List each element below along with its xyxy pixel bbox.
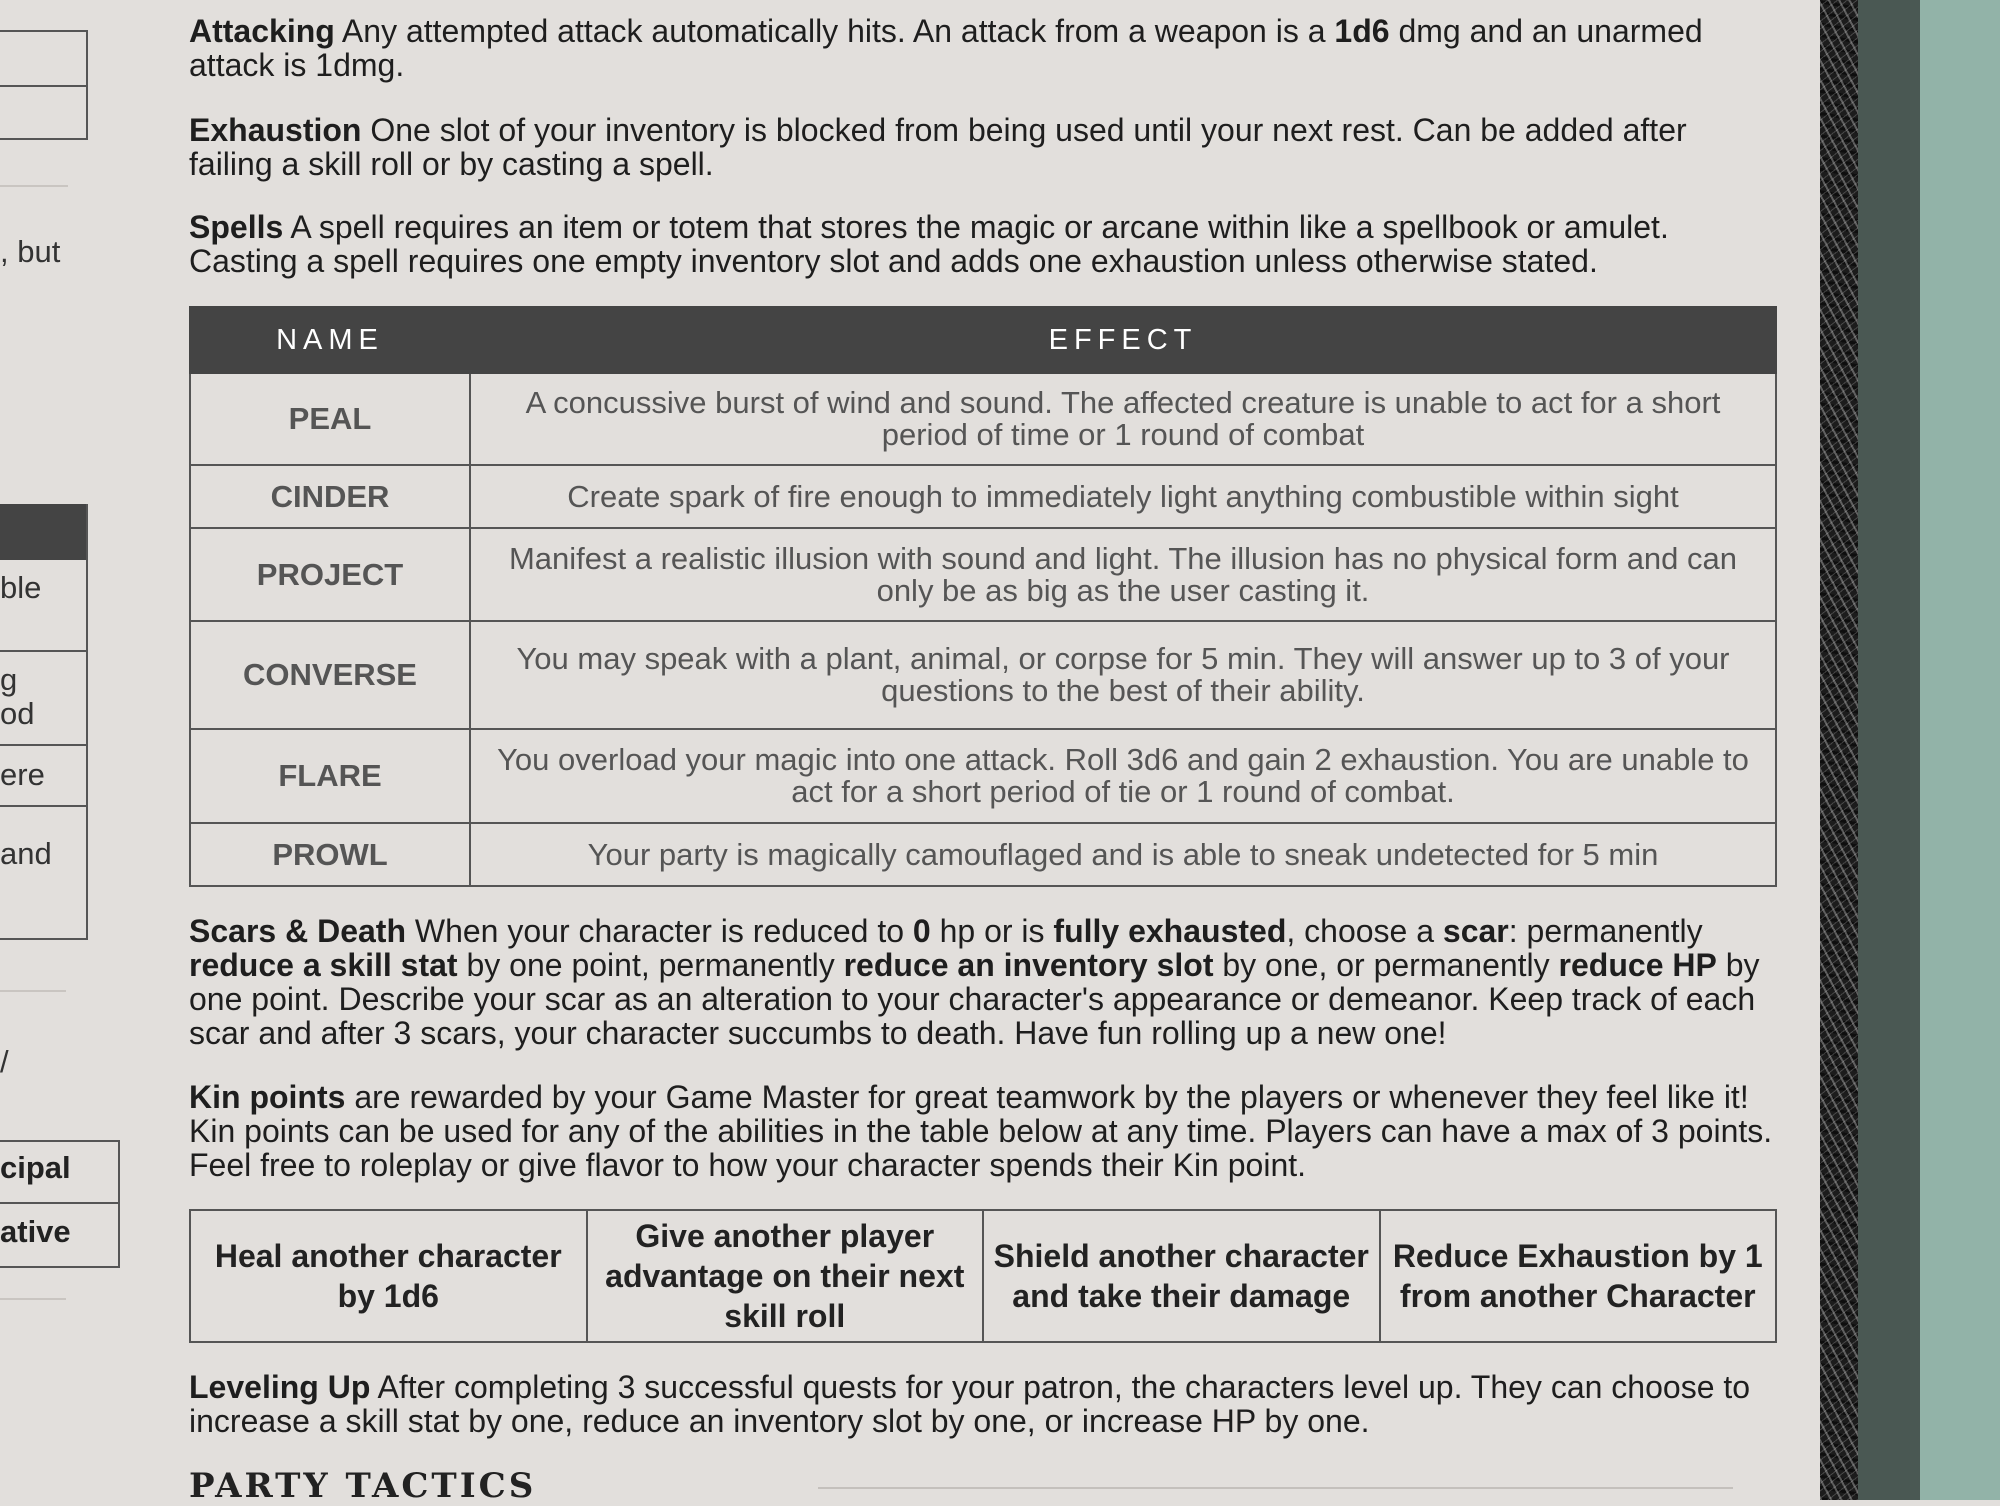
scars-text: by one, or permanently	[1213, 947, 1559, 983]
spells-text: A spell requires an item or totem that stores the magic or arcane within like a spellbook or amulet. Casting a spell requires one empty inventory slot and adds one exhaustion unless otherwise stated.	[189, 209, 1669, 279]
attacking-text: dmg and an unarmed attack is 1dmg.	[189, 13, 1703, 83]
section-heading-party-tactics: PARTY TACTICS	[189, 1466, 537, 1506]
spell-effect: Manifest a realistic illusion with sound and light. The illusion has no physical form and can only be as big as the user casting it.	[470, 528, 1776, 621]
scars-text: by one point. Describe your scar as an alteration to your character's appearance or demeanor. Keep track of each scar and after 3 scars, your character succumbs to death. Have fun rolling up a new one!	[189, 947, 1760, 1051]
attacking-paragraph	[189, 14, 1779, 82]
background-strip-teal	[1920, 0, 2000, 1500]
table-row	[190, 373, 1776, 465]
left-fragment-text: cipal	[0, 1150, 71, 1185]
left-fragment-text: /	[0, 1044, 9, 1079]
attacking-dice: 1d6	[1334, 13, 1390, 49]
spell-table	[189, 306, 1777, 887]
left-table-header	[0, 504, 86, 560]
left-fragment-text: g	[0, 662, 18, 697]
textured-book-spine	[1820, 0, 1858, 1500]
leveling-up-label: Leveling Up	[189, 1369, 371, 1405]
kin-points-text: are rewarded by your Game Master for great teamwork by the players or whenever they feel like it! Kin points can be used for any of the abilities in the table below at any time. Players can have a max of 3 points. Feel free to roleplay or give flavor to how your character spends their Kin point.	[189, 1079, 1773, 1183]
left-rule	[0, 185, 68, 187]
spell-effect: You overload your magic into one attack. Roll 3d6 and gain 2 exhaustion. You are unable to act for a short period of tie or 1 round of combat.	[470, 729, 1776, 823]
left-table-divider	[0, 744, 86, 746]
left-fragment-text: ative	[0, 1214, 71, 1249]
left-fragment-text: and	[0, 836, 52, 871]
scars-paragraph	[189, 914, 1779, 1050]
spell-name: PEAL	[190, 373, 470, 465]
left-small-table-divider	[0, 1202, 118, 1204]
left-fragment-text: ere	[0, 757, 45, 792]
attacking-text: Any attempted attack automatically hits. An attack from a weapon is a	[334, 13, 1335, 49]
kin-ability-advantage: Give another player advantage on their next skill roll	[587, 1210, 984, 1342]
spell-name: CONVERSE	[190, 621, 470, 729]
table-row	[190, 823, 1776, 886]
spell-name: CINDER	[190, 465, 470, 528]
spells-label: Spells	[189, 209, 284, 245]
attacking-label: Attacking	[189, 13, 335, 49]
scars-bold: 0	[912, 913, 931, 949]
table-row	[190, 729, 1776, 823]
scars-text: When your character is reduced to	[405, 913, 913, 949]
scars-bold: reduce a skill stat	[189, 947, 458, 983]
exhaustion-label: Exhaustion	[189, 112, 362, 148]
spell-table-header	[190, 307, 1776, 373]
spell-effect: A concussive burst of wind and sound. The affected creature is unable to act for a short period of time or 1 round of combat	[470, 373, 1776, 465]
spell-name: FLARE	[190, 729, 470, 823]
scars-text: hp or is	[930, 913, 1054, 949]
table-row	[190, 465, 1776, 528]
left-rule	[0, 1298, 66, 1300]
exhaustion-paragraph	[189, 113, 1779, 181]
scars-bold: fully exhausted	[1053, 913, 1287, 949]
spell-name: PROJECT	[190, 528, 470, 621]
left-table-divider	[0, 650, 86, 652]
kin-ability-reduce-exhaustion: Reduce Exhaustion by 1 from another Character	[1380, 1210, 1777, 1342]
scars-bold: scar	[1442, 913, 1509, 949]
left-table-divider	[0, 805, 86, 807]
left-box-divider	[0, 85, 86, 87]
spell-effect: Your party is magically camouflaged and is able to sneak undetected for 5 min	[470, 823, 1776, 886]
left-fragment-text: , but	[0, 234, 61, 269]
column-header-name: NAME	[190, 307, 470, 373]
leveling-up-text: After completing 3 successful quests for your patron, the characters level up. They can choose to increase a skill stat by one, reduce an inventory slot by one, or increase HP by one.	[189, 1369, 1751, 1439]
exhaustion-text: One slot of your inventory is blocked from being used until your next rest. Can be added after failing a skill roll or by casting a spell.	[189, 112, 1687, 182]
left-rule	[0, 990, 66, 992]
spells-paragraph	[189, 210, 1779, 278]
scars-bold: reduce HP	[1558, 947, 1717, 983]
kin-points-label: Kin points	[189, 1079, 346, 1115]
left-fragment-text: ble	[0, 570, 42, 605]
scars-text: : permanently	[1508, 913, 1703, 949]
table-row	[190, 528, 1776, 621]
left-fragment-text: od	[0, 696, 35, 731]
kin-abilities-table	[189, 1209, 1777, 1343]
scars-text: by one point, permanently	[457, 947, 844, 983]
leveling-up-paragraph	[189, 1370, 1779, 1438]
spell-effect: Create spark of fire enough to immediately light anything combustible within sight	[470, 465, 1776, 528]
scars-label: Scars & Death	[189, 913, 406, 949]
spell-effect: You may speak with a plant, animal, or corpse for 5 min. They will answer up to 3 of your questions to the best of their ability.	[470, 621, 1776, 729]
table-row	[190, 621, 1776, 729]
spell-name: PROWL	[190, 823, 470, 886]
scars-text: , choose a	[1286, 913, 1443, 949]
column-header-effect: EFFECT	[470, 307, 1776, 373]
section-heading-rule	[818, 1487, 1733, 1489]
kin-ability-shield: Shield another character and take their damage	[983, 1210, 1380, 1342]
table-row	[190, 1210, 1776, 1342]
kin-points-paragraph	[189, 1080, 1779, 1182]
kin-ability-heal: Heal another character by 1d6	[190, 1210, 587, 1342]
background-strip-dark	[1858, 0, 1920, 1500]
scars-bold: reduce an inventory slot	[843, 947, 1214, 983]
